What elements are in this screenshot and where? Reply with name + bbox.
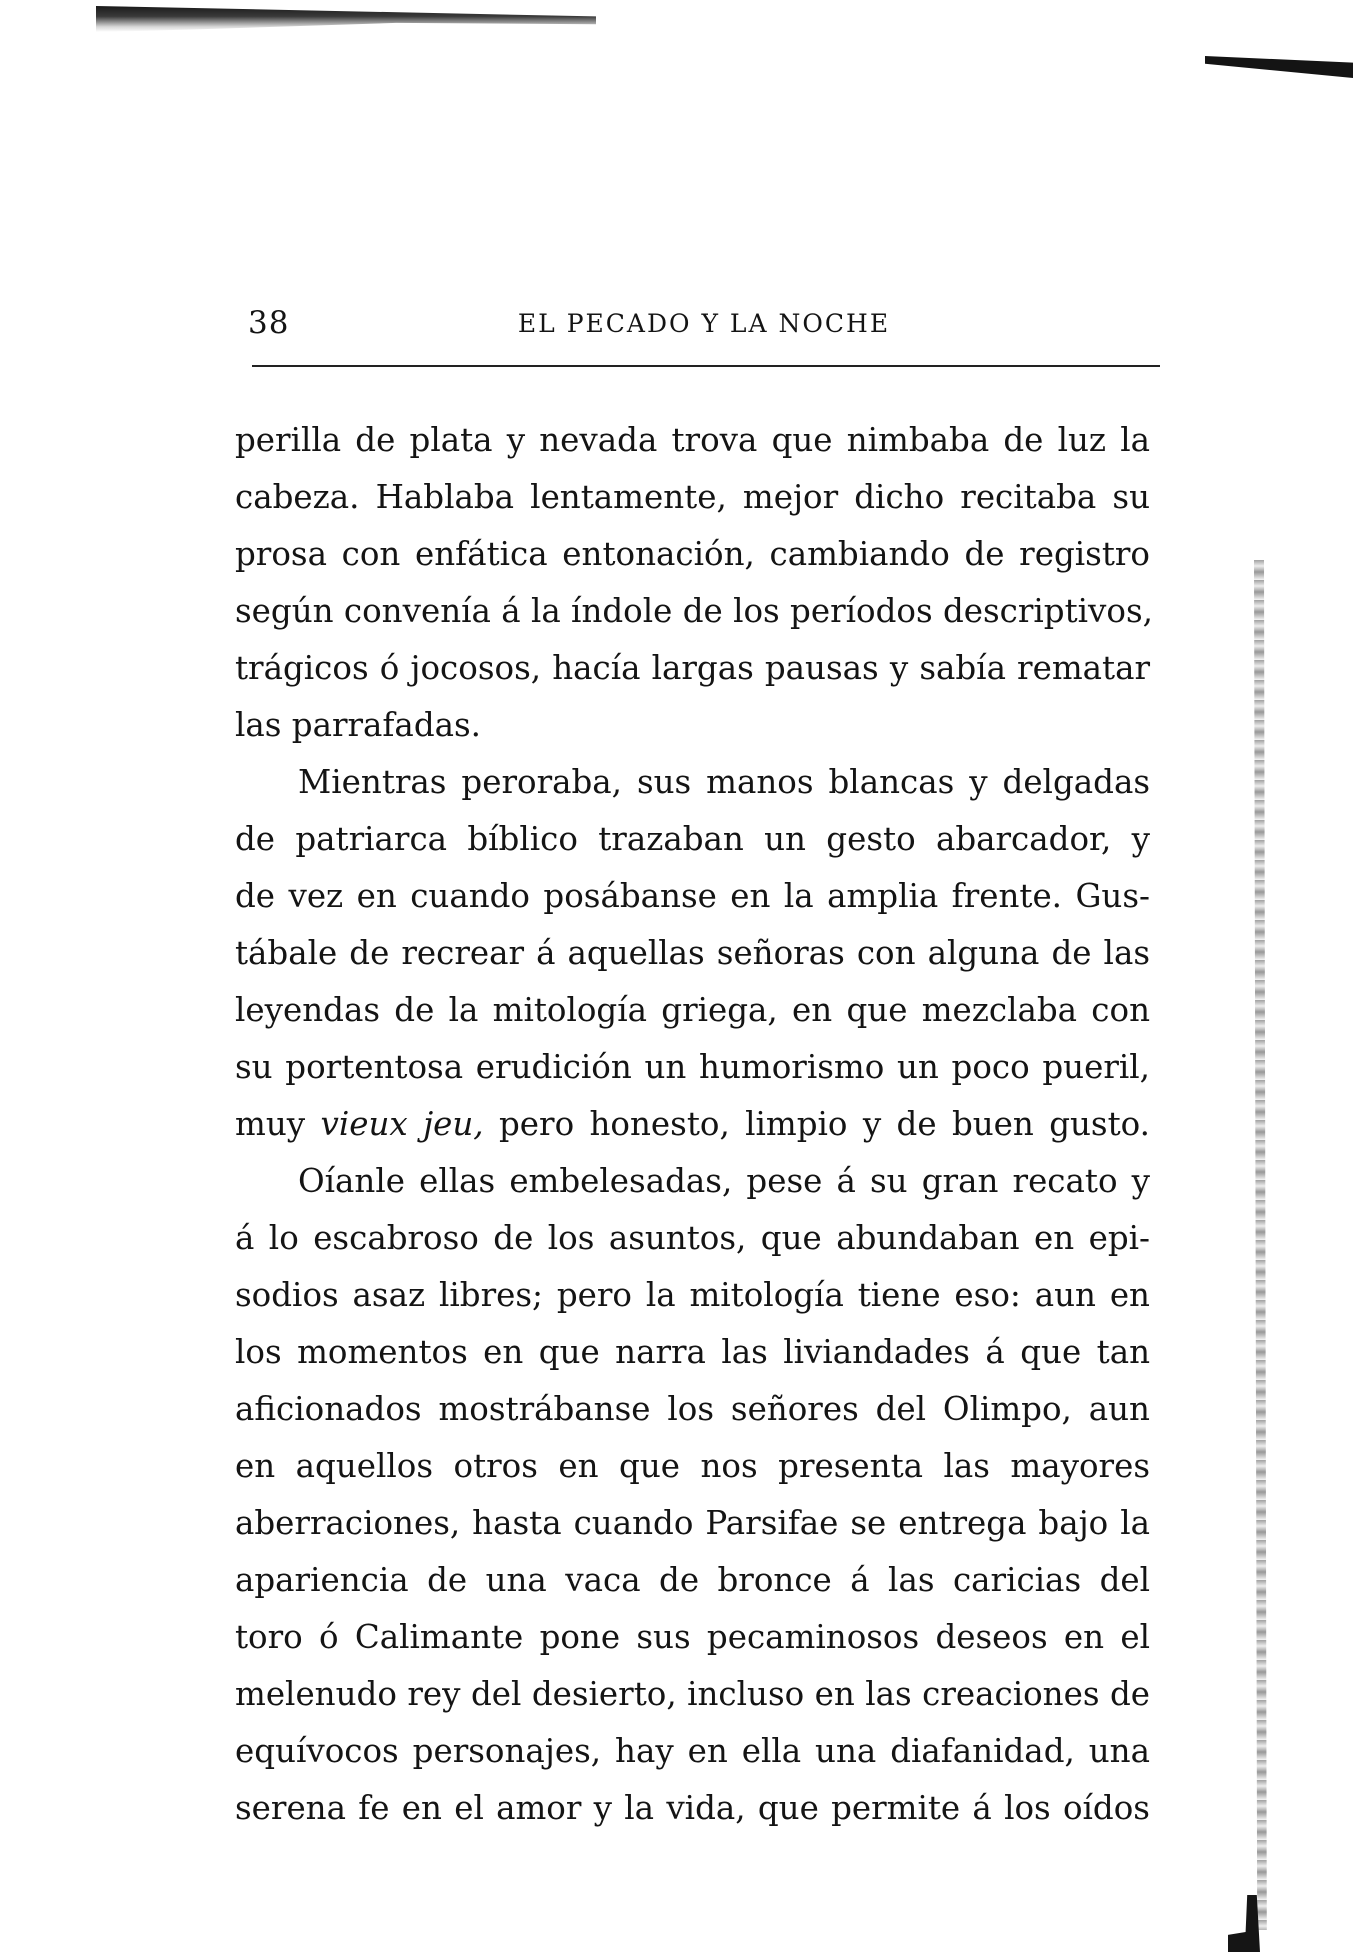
- text-line: equívocos personajes, hay en ella una diafanidad, una: [235, 1732, 1150, 1770]
- running-title: EL PECADO Y LA NOCHE: [517, 309, 891, 338]
- text-line: apariencia de una vaca de bronce á las caricias del: [235, 1561, 1150, 1599]
- text-line: serena fe en el amor y la vida, que permite á los oídos: [235, 1789, 1150, 1827]
- text-line: melenudo rey del desierto, incluso en las creaciones de: [235, 1675, 1150, 1713]
- text-line: los momentos en que narra las liviandades á que tan: [235, 1333, 1150, 1371]
- text-line: sodios asaz libres; pero la mitología tiene eso: aun en: [235, 1276, 1150, 1314]
- text-line: en aquellos otros en que nos presenta las mayores: [235, 1447, 1150, 1485]
- text-line: leyendas de la mitología griega, en que mezclaba con: [235, 991, 1150, 1029]
- text-line: prosa con enfática entonación, cambiando de registro: [235, 535, 1150, 573]
- text-line-paragraph-end: [235, 1096, 1150, 1153]
- scan-artifact-right-top: [1205, 56, 1353, 78]
- header-rule: [252, 365, 1160, 367]
- page-number: 38: [248, 305, 290, 341]
- italic-phrase: vieux jeu,: [320, 1105, 484, 1143]
- text-fragment: pero honesto, limpio y de buen gusto.: [483, 1105, 1150, 1143]
- text-line: aficionados mostrábanse los señores del Olimpo, aun: [235, 1390, 1150, 1428]
- text-line: tábale de recrear á aquellas señoras con alguna de las: [235, 934, 1150, 972]
- text-line: de vez en cuando posábanse en la amplia frente. Gus-: [235, 877, 1150, 915]
- text-line: según convenía á la índole de los períodos descriptivos,: [235, 592, 1153, 630]
- text-line: cabeza. Hablaba lentamente, mejor dicho recitaba su: [235, 478, 1150, 516]
- text-line: toro ó Calimante pone sus pecaminosos deseos en el: [235, 1618, 1150, 1656]
- text-line-paragraph-end: las parrafadas.: [235, 706, 482, 744]
- scan-artifact-bottom-right: [1228, 1895, 1260, 1952]
- body-text: [235, 412, 1153, 1837]
- text-line: su portentosa erudición un humorismo un poco pueril,: [235, 1048, 1150, 1086]
- scan-artifact-page-edge: [1238, 560, 1278, 1930]
- scan-artifact-top: [96, 6, 596, 32]
- text-line-paragraph-start: Mientras peroraba, sus manos blancas y delgadas: [298, 763, 1150, 801]
- running-header: [248, 305, 1160, 353]
- text-line: aberraciones, hasta cuando Parsifae se entrega bajo la: [235, 1504, 1150, 1542]
- text-line: trágicos ó jocosos, hacía largas pausas y sabía rematar: [235, 649, 1150, 687]
- text-line: á lo escabroso de los asuntos, que abundaban en epi-: [235, 1219, 1150, 1257]
- text-line: de patriarca bíblico trazaban un gesto abarcador, y: [235, 820, 1150, 858]
- text-fragment: muy: [235, 1105, 321, 1143]
- text-line-paragraph-start: Oíanle ellas embelesadas, pese á su gran recato y: [298, 1162, 1150, 1200]
- text-line: perilla de plata y nevada trova que nimbaba de luz la: [235, 421, 1150, 459]
